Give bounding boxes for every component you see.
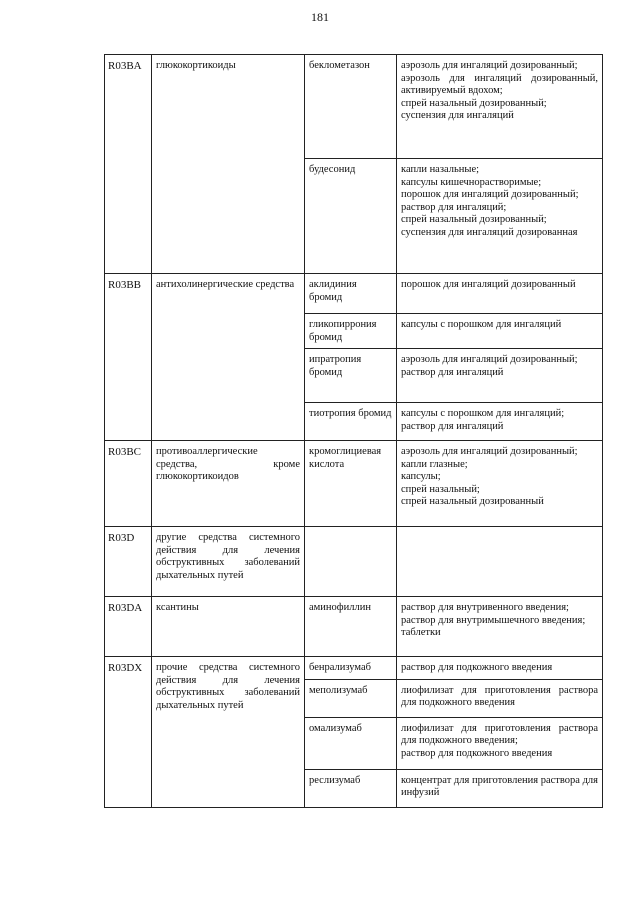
dosage-form-item: раствор для подкожного введения [401, 662, 553, 673]
dosage-forms [397, 274, 603, 314]
dosage-forms [397, 349, 603, 403]
dosage-form-item: раствор для подкожного введения [401, 747, 553, 759]
dosage-form-item: суспензия для ингаляций [401, 110, 514, 121]
table-row [105, 527, 603, 597]
dosage-form-item: капли глазные; [401, 458, 468, 470]
dosage-form-item: раствор для ингаляций [401, 420, 504, 432]
atc-code: R03DX [105, 657, 152, 808]
atc-code: R03BA [105, 55, 152, 274]
drug-name: аминофиллин [305, 597, 397, 657]
dosage-form-item: суспензия для ингаляций дозированная [401, 226, 578, 238]
dosage-form-item: раствор для внутривенного введения; [401, 602, 569, 613]
dosage-form-item: капли назальные; [401, 164, 480, 175]
group-name: прочие средства системного действия для лечения обструктивных заболеваний дыхательных путей [152, 657, 305, 808]
dosage-form-item: спрей назальный дозированный [401, 496, 544, 507]
dosage-forms [397, 679, 603, 717]
drug-name: ипратропия бромид [305, 349, 397, 403]
group-name: противоаллергические средства, кроме глюкокортикоидов [152, 441, 305, 527]
dosage-forms [397, 657, 603, 680]
drug-name: меполизумаб [305, 679, 397, 717]
drug-name: реслизумаб [305, 769, 397, 807]
drug-name: будесонид [305, 159, 397, 274]
dosage-forms [397, 717, 603, 769]
dosage-form-item: концентрат для приготовления раствора для инфузий [401, 774, 598, 798]
dosage-forms [397, 55, 603, 159]
table-row [105, 597, 603, 657]
dosage-form-item: аэрозоль для ингаляций дозированный; [401, 446, 578, 457]
dosage-forms [397, 403, 603, 441]
dosage-forms [397, 159, 603, 274]
dosage-form-item: аэрозоль для ингаляций дозированный, активируемый вдохом; [401, 72, 598, 96]
page-number: 181 [311, 10, 329, 24]
drug-name: тиотропия бромид [305, 403, 397, 441]
dosage-form-item: спрей назальный; [401, 483, 480, 495]
dosage-form-item: порошок для ингаляций дозированный [401, 279, 576, 290]
drug-name: беклометазон [305, 55, 397, 159]
group-name: антихолинергические средства [152, 274, 305, 441]
drug-name: гликопиррония бромид [305, 314, 397, 349]
drug-name [305, 527, 397, 597]
dosage-forms [397, 769, 603, 807]
dosage-form-item: порошок для ингаляций дозированный; [401, 189, 579, 200]
dosage-form-item: спрей назальный дозированный; [401, 214, 547, 225]
table-row [105, 55, 603, 159]
atc-code: R03BC [105, 441, 152, 527]
dosage-form-item: аэрозоль для ингаляций дозированный; [401, 354, 578, 365]
atc-code: R03D [105, 527, 152, 597]
dosage-forms [397, 597, 603, 657]
dosage-form-item: капсулы кишечнорастворимые; [401, 176, 542, 188]
drug-table-body [105, 55, 603, 808]
dosage-forms [397, 441, 603, 527]
dosage-form-item: спрей назальный дозированный; [401, 97, 547, 109]
dosage-form-item: капсулы с порошком для ингаляций [401, 319, 562, 330]
drug-name: бенрализумаб [305, 657, 397, 680]
dosage-form-item: раствор для ингаляций; [401, 201, 507, 213]
dosage-form-item: таблетки [401, 627, 441, 638]
dosage-form-item: аэрозоль для ингаляций дозированный; [401, 60, 578, 71]
dosage-form-item: раствор для внутримышечного введения; [401, 614, 586, 626]
atc-code: R03DA [105, 597, 152, 657]
group-name: другие средства системного действия для лечения обструктивных заболеваний дыхательных путей [152, 527, 305, 597]
drug-name: кромоглициевая кислота [305, 441, 397, 527]
table-row [105, 441, 603, 527]
drug-name: омализумаб [305, 717, 397, 769]
drug-name: аклидиния бромид [305, 274, 397, 314]
dosage-form-item: капсулы; [401, 471, 441, 482]
dosage-form-item: раствор для ингаляций [401, 366, 504, 378]
group-name: глюкокортикоиды [152, 55, 305, 274]
dosage-form-item: лиофилизат для приготовления раствора для подкожного введения; [401, 722, 598, 746]
dosage-form-item: капсулы с порошком для ингаляций; [401, 408, 565, 419]
group-name: ксантины [152, 597, 305, 657]
table-row [105, 657, 603, 680]
dosage-form-item: лиофилизат для приготовления раствора для подкожного введения [401, 684, 598, 708]
atc-code: R03BB [105, 274, 152, 441]
table-row [105, 274, 603, 314]
dosage-forms [397, 527, 603, 597]
drug-table [104, 54, 603, 808]
dosage-forms [397, 314, 603, 349]
